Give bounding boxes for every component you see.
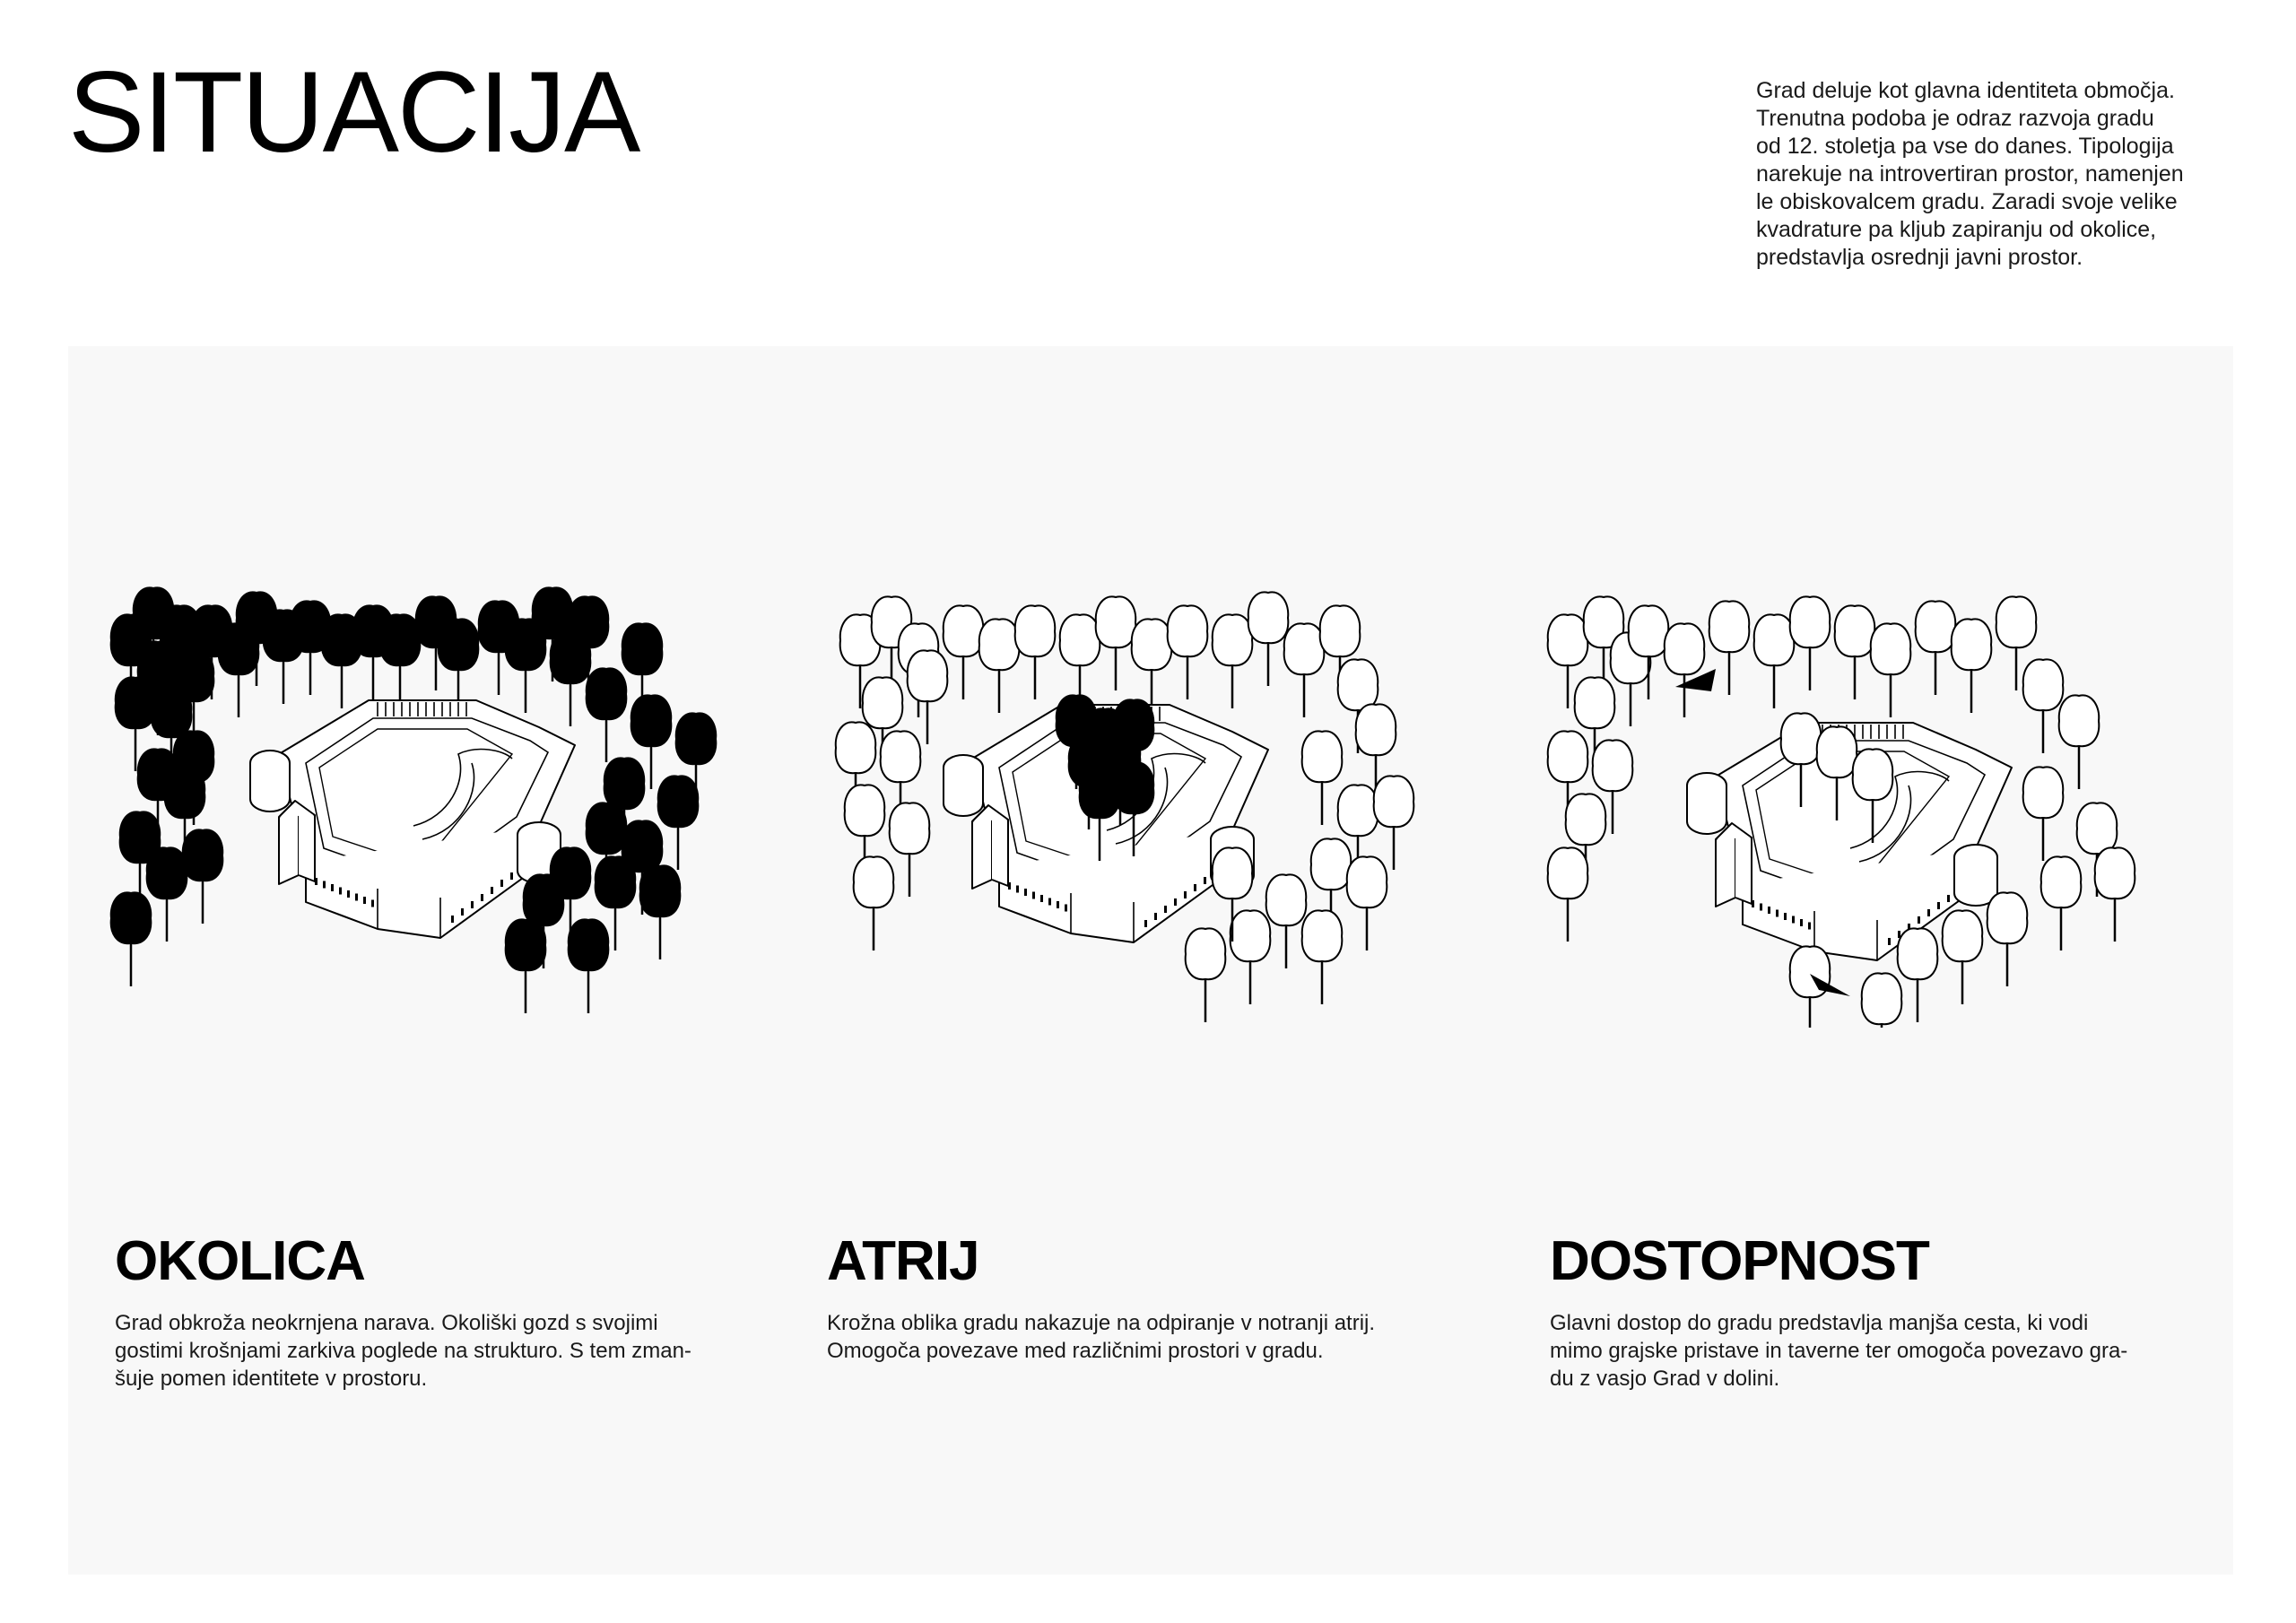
text-okolica: Grad obkroža neokrnjena narava. Okoliški gozd s svojimi gostimi krošnjami zarkiva poglede na strukturo. S tem zman- šuje pomen identitete v prostoru. bbox=[115, 1311, 691, 1391]
tree-icon bbox=[1709, 601, 1750, 695]
tree-icon bbox=[1284, 623, 1325, 717]
tree-icon bbox=[854, 856, 894, 950]
tree-icon bbox=[1898, 928, 1938, 1022]
tree-highlight-icon bbox=[506, 919, 546, 1013]
tree-icon bbox=[1374, 776, 1414, 870]
tree-icon bbox=[1790, 596, 1831, 690]
tree-icon bbox=[944, 605, 984, 699]
tree-icon bbox=[2041, 856, 2082, 950]
tree-icon bbox=[1060, 614, 1100, 708]
tree-icon bbox=[1629, 605, 1669, 699]
tree-icon bbox=[2023, 767, 2064, 861]
tree-icon bbox=[2095, 847, 2135, 942]
tree-icon bbox=[1862, 973, 1902, 1028]
tree-icon bbox=[1347, 856, 1387, 950]
text-atrij: Krožna oblika gradu nakazuje na odpiranje v notranji atrij. Omogoča povezave med različnimi prostori v gradu. bbox=[827, 1311, 1376, 1363]
diagram-dostopnost bbox=[1541, 561, 2205, 1028]
tree-icon bbox=[1168, 605, 1208, 699]
tree-icon bbox=[1096, 596, 1136, 690]
tree-highlight-icon bbox=[111, 892, 152, 986]
heading-okolica: OKOLICA bbox=[115, 1230, 365, 1292]
tree-highlight-icon bbox=[640, 865, 681, 959]
tree-icon bbox=[1213, 614, 1253, 708]
tree-highlight-icon bbox=[183, 829, 223, 924]
tree-icon bbox=[1302, 910, 1343, 1004]
tree-icon bbox=[1248, 592, 1289, 686]
tree-icon bbox=[1231, 910, 1271, 1004]
tree-icon bbox=[2059, 695, 2100, 789]
tree-icon bbox=[1754, 614, 1795, 708]
tree-icon bbox=[1916, 601, 1956, 695]
tree-icon bbox=[890, 803, 930, 897]
heading-dostopnost: DOSTOPNOST bbox=[1550, 1230, 1929, 1292]
tree-icon bbox=[1835, 605, 1875, 699]
intro-text: Grad deluje kot glavna identiteta območja. Trenutna podoba je odraz razvoja gradu od 12. stoletja pa vse do danes. Tipologija narekuje na introvertiran prostor, namenjen le obiskovalcem gradu. Zaradi svoje velike kvadrature pa kljub zapiranju od okolice, predstavlja osrednji javni prostor. bbox=[1756, 78, 2184, 270]
diagram-atrij bbox=[820, 561, 1483, 1028]
tree-highlight-icon bbox=[658, 776, 699, 870]
text-dostopnost: Glavni dostop do gradu predstavlja manjša cesta, ki vodi mimo grajske pristave in taverne ter omogoča povezavo gra- du z vasjo Grad v dolini. bbox=[1550, 1311, 2128, 1391]
tree-icon bbox=[1871, 623, 1911, 717]
tree-icon bbox=[1987, 892, 2028, 986]
tree-icon bbox=[1952, 619, 1992, 713]
tree-icon bbox=[1132, 619, 1172, 713]
tree-icon bbox=[1302, 731, 1343, 825]
tree-icon bbox=[2023, 659, 2064, 753]
heading-atrij: ATRIJ bbox=[827, 1230, 979, 1292]
tree-icon bbox=[1015, 605, 1056, 699]
tree-icon bbox=[1186, 928, 1226, 1022]
tree-highlight-icon bbox=[587, 668, 627, 762]
diagram-panel bbox=[68, 346, 2233, 1575]
tree-icon bbox=[979, 619, 1020, 713]
tree-icon bbox=[1266, 874, 1307, 968]
tree-highlight-icon bbox=[147, 847, 187, 942]
tree-highlight-icon bbox=[569, 919, 609, 1013]
tree-icon bbox=[1943, 910, 1983, 1004]
tree-highlight-icon bbox=[439, 619, 479, 713]
tree-icon bbox=[908, 650, 948, 744]
page-title: SITUACIJA bbox=[68, 48, 639, 177]
tree-icon bbox=[1548, 847, 1588, 942]
tree-highlight-icon bbox=[380, 614, 421, 708]
tree-icon bbox=[1665, 623, 1705, 717]
diagram-okolica bbox=[104, 561, 768, 1028]
